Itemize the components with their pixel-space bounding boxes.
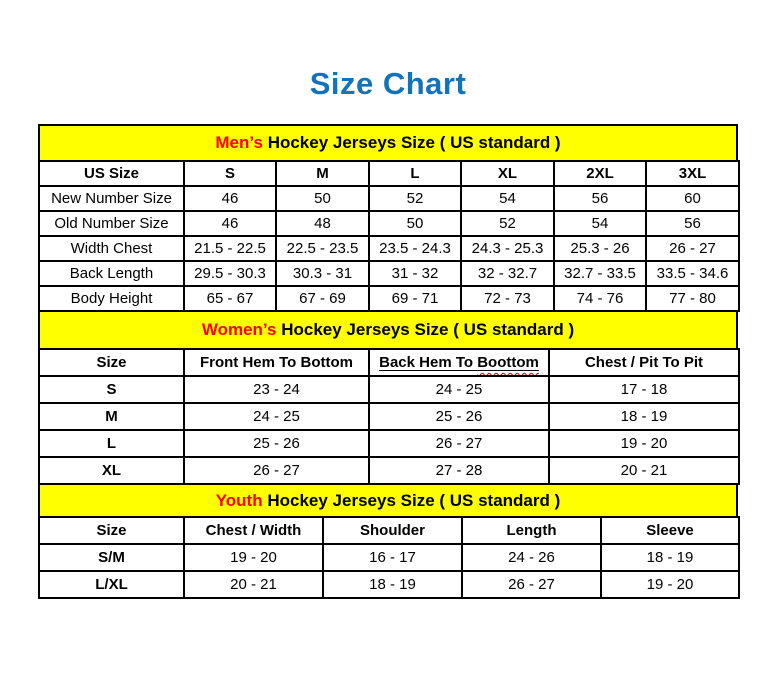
header-text: Back Hem To [379, 354, 478, 371]
table-row [39, 571, 739, 598]
table-cell: 23.5 - 24.3 [369, 236, 461, 261]
table-cell: 60 [646, 186, 739, 211]
row-label: New Number Size [39, 186, 184, 211]
mens-size-table [38, 160, 740, 312]
mens-section-highlight: Men’s [215, 133, 263, 152]
table-cell: 46 [184, 211, 276, 236]
column-header: Shoulder [323, 517, 462, 544]
table-row [39, 430, 739, 457]
table-cell: 48 [276, 211, 369, 236]
womens-section-highlight: Women’s [201, 320, 277, 339]
table-cell: 50 [276, 186, 369, 211]
row-label: XL [39, 457, 184, 484]
table-header-row [39, 517, 739, 544]
column-header: 2XL [554, 161, 646, 186]
row-label: L [39, 430, 184, 457]
womens-section-header [38, 312, 738, 348]
table-cell: 26 - 27 [646, 236, 739, 261]
table-row [39, 544, 739, 571]
table-header-row [39, 161, 739, 186]
row-label: M [39, 403, 184, 430]
table-cell: 33.5 - 34.6 [646, 261, 739, 286]
table-cell: 23 - 24 [184, 376, 369, 403]
column-header: L [369, 161, 461, 186]
page-title: Size Chart [309, 66, 467, 101]
table-cell: 24.3 - 25.3 [461, 236, 554, 261]
underlined-header [379, 354, 539, 371]
table-cell: 50 [369, 211, 461, 236]
table-row [39, 286, 739, 311]
column-header: XL [461, 161, 554, 186]
table-cell: 56 [646, 211, 739, 236]
mens-section-title: Hockey Jerseys Size ( US standard ) [267, 133, 561, 152]
table-cell: 16 - 17 [323, 544, 462, 571]
table-cell: 19 - 20 [601, 571, 739, 598]
table-cell: 31 - 32 [369, 261, 461, 286]
table-cell: 20 - 21 [549, 457, 739, 484]
table-cell: 32.7 - 33.5 [554, 261, 646, 286]
table-cell: 19 - 20 [184, 544, 323, 571]
table-row [39, 261, 739, 286]
row-label: Back Length [39, 261, 184, 286]
youth-section-header [38, 485, 738, 516]
table-cell: 18 - 19 [601, 544, 739, 571]
table-cell: 30.3 - 31 [276, 261, 369, 286]
table-cell: 72 - 73 [461, 286, 554, 311]
table-cell: 17 - 18 [549, 376, 739, 403]
table-cell: 54 [461, 186, 554, 211]
column-header: S [184, 161, 276, 186]
table-cell: 46 [184, 186, 276, 211]
column-header: Sleeve [601, 517, 739, 544]
table-row [39, 376, 739, 403]
misspelled-word: Boottom [477, 354, 539, 371]
table-row [39, 211, 739, 236]
youth-section-highlight: Youth [215, 490, 263, 510]
table-cell: 67 - 69 [276, 286, 369, 311]
table-cell: 22.5 - 23.5 [276, 236, 369, 261]
table-cell: 69 - 71 [369, 286, 461, 311]
column-header: Chest / Width [184, 517, 323, 544]
womens-section-title: Hockey Jerseys Size ( US standard ) [281, 320, 575, 339]
table-cell: 20 - 21 [184, 571, 323, 598]
column-header: Size [39, 349, 184, 376]
table-cell: 25.3 - 26 [554, 236, 646, 261]
column-header: 3XL [646, 161, 739, 186]
column-header: M [276, 161, 369, 186]
row-label: S [39, 376, 184, 403]
column-header: Size [39, 517, 184, 544]
row-label: L/XL [39, 571, 184, 598]
table-cell: 52 [461, 211, 554, 236]
table-cell: 77 - 80 [646, 286, 739, 311]
row-label: Body Height [39, 286, 184, 311]
youth-size-table [38, 516, 740, 599]
column-header: US Size [39, 161, 184, 186]
column-header: Chest / Pit To Pit [549, 349, 739, 376]
column-header: Length [462, 517, 601, 544]
table-cell: 26 - 27 [462, 571, 601, 598]
table-cell: 54 [554, 211, 646, 236]
table-cell: 56 [554, 186, 646, 211]
row-label: S/M [39, 544, 184, 571]
column-header [369, 349, 549, 376]
table-cell: 21.5 - 22.5 [184, 236, 276, 261]
table-cell: 29.5 - 30.3 [184, 261, 276, 286]
table-cell: 18 - 19 [549, 403, 739, 430]
table-row [39, 236, 739, 261]
table-cell: 65 - 67 [184, 286, 276, 311]
row-label: Old Number Size [39, 211, 184, 236]
table-cell: 74 - 76 [554, 286, 646, 311]
table-cell: 26 - 27 [184, 457, 369, 484]
table-cell: 24 - 25 [369, 376, 549, 403]
table-cell: 25 - 26 [184, 430, 369, 457]
table-cell: 19 - 20 [549, 430, 739, 457]
size-chart-tables [38, 124, 738, 599]
table-cell: 24 - 25 [184, 403, 369, 430]
table-cell: 32 - 32.7 [461, 261, 554, 286]
table-cell: 18 - 19 [323, 571, 462, 598]
table-row [39, 403, 739, 430]
mens-section-header [38, 124, 738, 160]
table-row [39, 186, 739, 211]
womens-size-table [38, 348, 740, 485]
table-cell: 26 - 27 [369, 430, 549, 457]
youth-section-title: Hockey Jerseys Size ( US standard ) [267, 490, 561, 510]
table-cell: 24 - 26 [462, 544, 601, 571]
table-row [39, 457, 739, 484]
table-cell: 27 - 28 [369, 457, 549, 484]
table-header-row [39, 349, 739, 376]
table-cell: 52 [369, 186, 461, 211]
table-cell: 25 - 26 [369, 403, 549, 430]
row-label: Width Chest [39, 236, 184, 261]
column-header: Front Hem To Bottom [184, 349, 369, 376]
